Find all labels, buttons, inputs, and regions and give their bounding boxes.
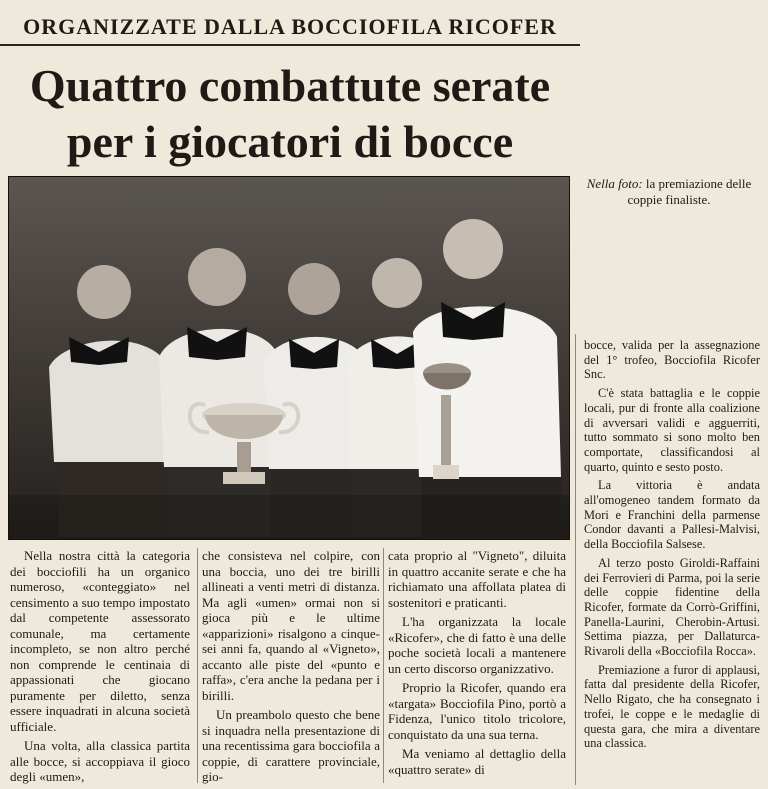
award-photo <box>8 176 570 540</box>
paragraph: bocce, valida per la assegnazione del 1° trofeo, Bocciofila Ricofer Snc. <box>584 338 760 382</box>
article-column-4 <box>584 338 760 755</box>
paragraph: La vittoria è andata all'omogeneo tandem formato da Mori e Franchini della parmense Condor davanti a Pallesi-Malvisi, della Bocciofila Salsese. <box>584 478 760 552</box>
paragraph: Un preambolo questo che bene si inquadra nella presentazione di una recentissima gara bocciofila a coppie, di carattere provinciale, gio- <box>202 707 380 784</box>
column-divider-2 <box>383 548 384 783</box>
paragraph: Una volta, alla classica partita alle bocce, si accoppiava il gioco degli «umen», <box>10 738 190 784</box>
paragraph: Premiazione a furor di applausi, fatta dal presidente della Ricofer, Nello Rigato, che ha consegnato i trofei, le coppe e le medaglie di questa gara, che mira a diventare una classica. <box>584 662 760 751</box>
article-column-3 <box>388 548 566 781</box>
photo-illustration <box>9 177 569 539</box>
column-divider-1 <box>197 548 198 783</box>
paragraph: Ma veniamo al dettaglio della «quattro serate» di <box>388 746 566 777</box>
photo-caption <box>578 176 760 208</box>
paragraph: cata proprio al "Vigneto", diluita in quattro accanite serate e che ha richiamato una affollata platea di sostenitori e praticanti. <box>388 548 566 610</box>
paragraph: Proprio la Ricofer, quando era «targata» Bocciofila Pino, portò a Fidenza, l'unico titolo tricolore, conquistato da una sua terna. <box>388 680 566 742</box>
paragraph: Al terzo posto Giroldi-Raffaini dei Ferrovieri di Parma, poi la serie delle coppie fidentine della Ricofer, formate da Corrò-Griffini, Panella-Laurini, Cherobin-Artusi. Settima piazza, per Dallaturca-Rivaroli della «Bocciofila Rocca». <box>584 555 760 659</box>
article-column-2 <box>202 548 380 789</box>
paragraph: L'ha organizzata la locale «Ricofer», che di fatto è una delle poche società locali a mantenere un certo discorso organizzativo. <box>388 614 566 676</box>
paragraph: C'è stata battaglia e le coppie locali, pur di fronte alla coalizione di avversari validi e agguerriti, tutto sommato si sono molto ben comportate, classificandosi al quarto, quinto e sesto posto. <box>584 386 760 474</box>
paragraph: Nella nostra città la categoria dei bocciofili ha un organico numeroso, «conteggiato» nel censimento a suo tempo impostato dal competente assessorato comunale, ma certamente incompleto, se non altro perché non comprende le centinaia di appassionati che giocano puramente per diletto, senza essere inquadrati in alcuna società ufficiale. <box>10 548 190 734</box>
column-divider-3 <box>575 334 576 785</box>
headline: Quattro combattute serate per i giocatori di bocce <box>29 60 551 167</box>
paragraph: che consisteva nel colpire, con una boccia, uno dei tre birilli allineati a venti metri di distanza. Ma agli «umen» ormai non si gioca più e le ultime «apparizioni» risalgono a cinque-sei anni fa, quando al «Vigneto», accanto alle piste del «punto e raffa», c'era anche la pedana per i birilli. <box>202 548 380 703</box>
caption-text: la premiazione delle coppie finaliste. <box>627 176 752 207</box>
article-column-1 <box>10 548 190 789</box>
caption-label: Nella foto: <box>586 176 643 191</box>
kicker-line: ORGANIZZATE DALLA BOCCIOFILA RICOFER <box>0 10 580 46</box>
